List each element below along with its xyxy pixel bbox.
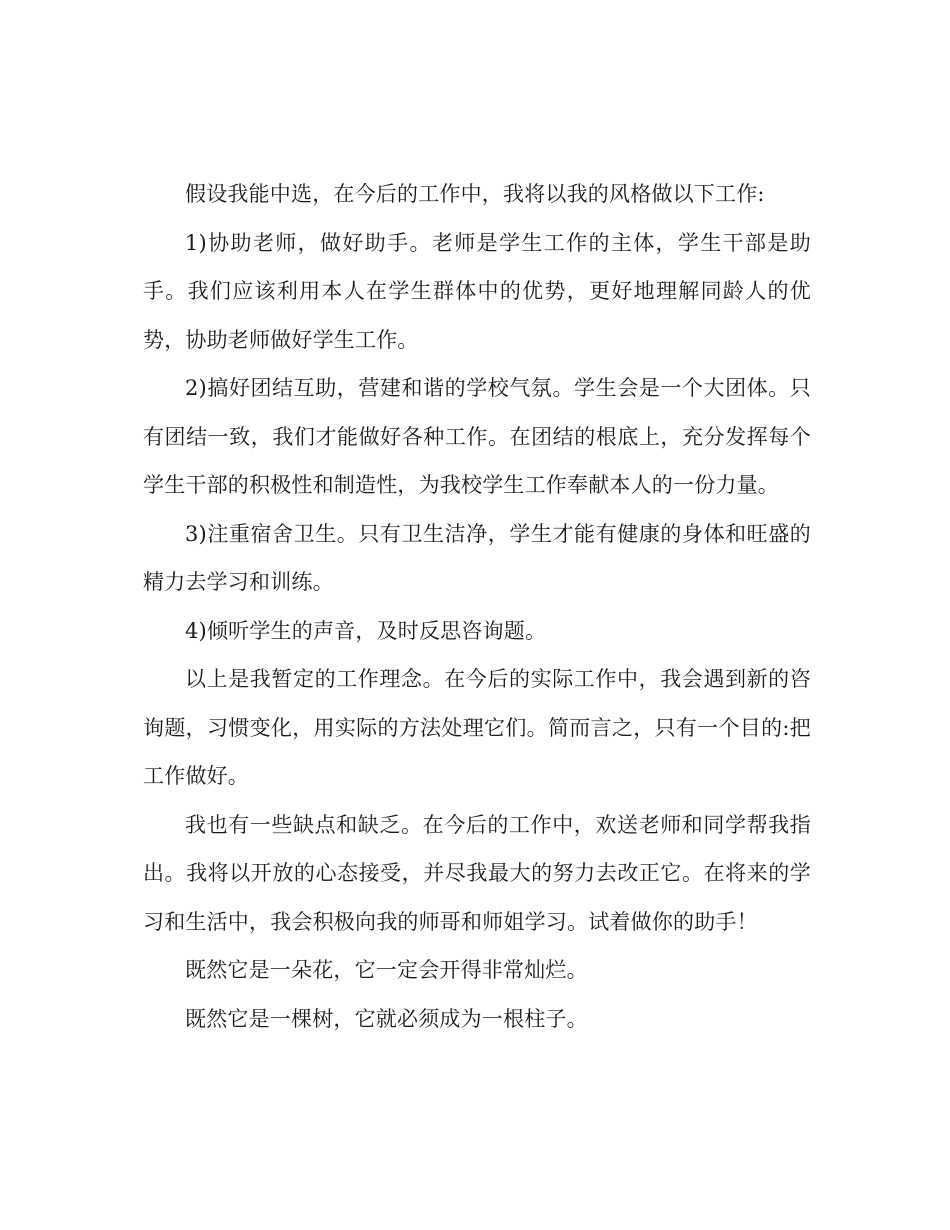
paragraph-item-1: 1)协助老师，做好助手。老师是学生工作的主体，学生干部是助手。我们应该利用本人在学生群体中的优势，更好地理解同龄人的优势，协助老师做好学生工作。	[143, 230, 811, 352]
document-body	[143, 170, 811, 1043]
paragraph-item-2: 2)搞好团结互助，营建和谐的学校气氛。学生会是一个大团体。只有团结一致，我们才能做好各种工作。在团结的根底上，充分发挥每个学生干部的积极性和制造性，为我校学生工作奉献本人的一份力量。	[143, 376, 811, 497]
paragraph-summary: 以上是我暂定的工作理念。在今后的实际工作中，我会遇到新的咨询题，习惯变化，用实际的方法处理它们。简而言之，只有一个目的:把工作做好。	[143, 667, 811, 788]
paragraph-item-4: 4)倾听学生的声音，及时反思咨询题。	[185, 618, 547, 643]
paragraph-intro: 假设我能中选，在今后的工作中，我将以我的风格做以下工作:	[185, 182, 765, 206]
paragraph-shortcomings: 我也有一些缺点和缺乏。在今后的工作中，欢送老师和同学帮我指出。我将以开放的心态接受，并尽我最大的努力去改正它。在将来的学习和生活中，我会积极向我的师哥和师姐学习。试着做你的助手！	[143, 812, 811, 934]
paragraph-tree: 既然它是一棵树，它就必须成为一根柱子。	[185, 1006, 588, 1031]
paragraph-item-3: 3)注重宿舍卫生。只有卫生洁净，学生才能有健康的身体和旺盛的精力去学习和训练。	[143, 521, 811, 594]
paragraph-flower: 既然它是一朵花，它一定会开得非常灿烂。	[185, 958, 588, 982]
